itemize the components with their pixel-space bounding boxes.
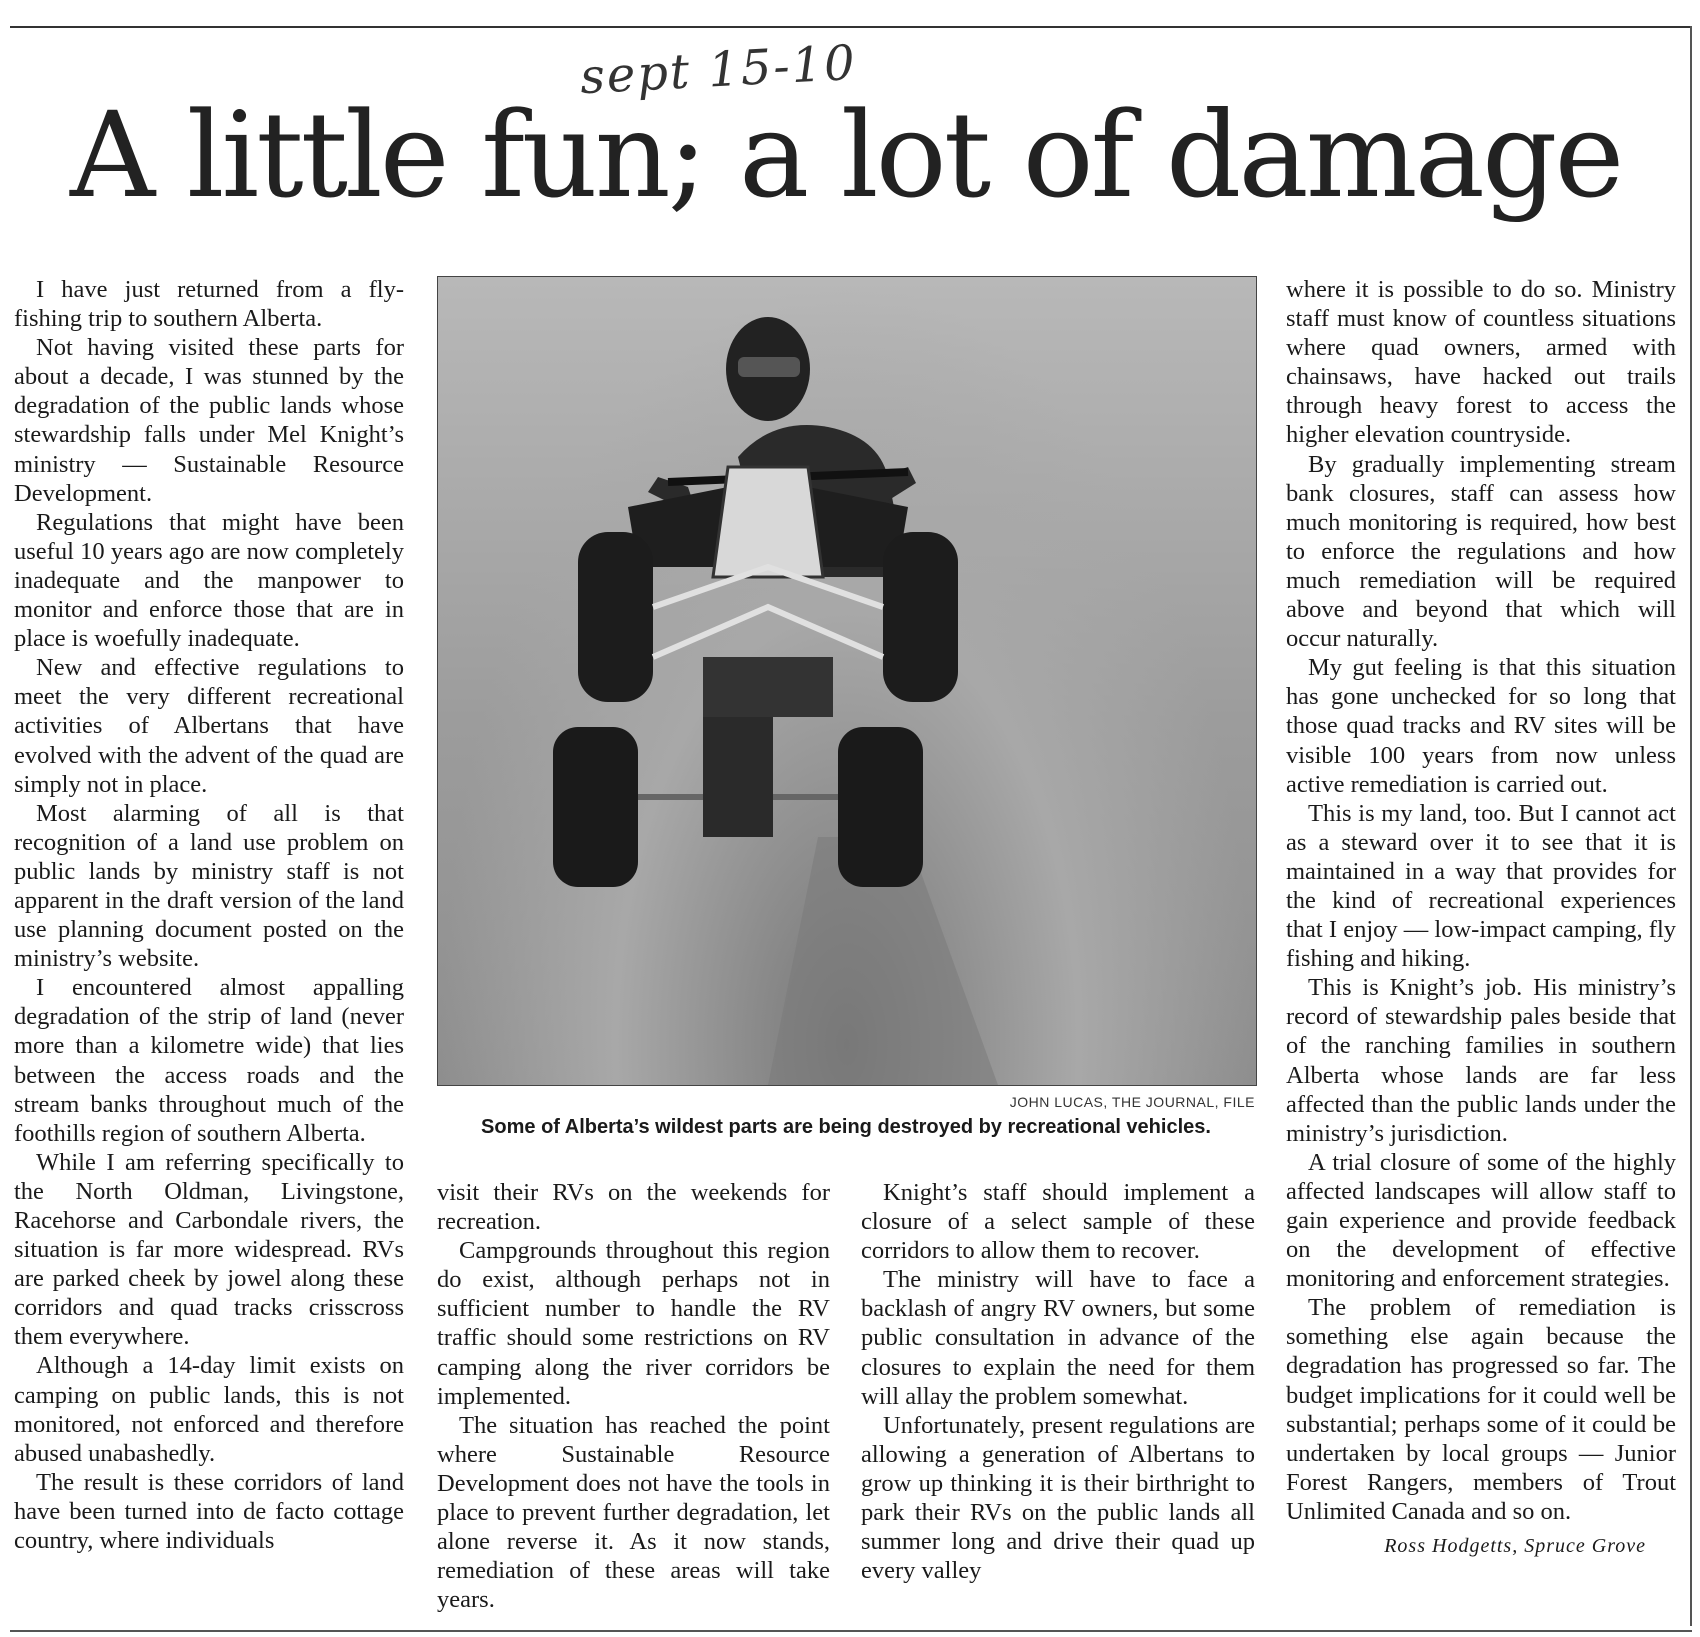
article-paragraph: This is my land, too. But I cannot act as a steward over it to see that it is maintained in a way that provides for the kind of recreational experiences that I enjoy — low-impact camping, fly fishing and hiking. (1286, 799, 1676, 973)
bottom-rule (10, 1630, 1692, 1632)
article-paragraph: where it is possible to do so. Ministry staff must know of countless situations where quad owners, armed with chainsaws, have hacked out trails through heavy forest to access the higher elevation countryside. (1286, 276, 1676, 449)
top-rule (10, 26, 1690, 28)
article-headline: A little fun; a lot of damage (70, 86, 1622, 224)
article-paragraph: The result is these corridors of land have been turned into de facto cottage country, where individuals (14, 1468, 404, 1555)
right-rule (1690, 26, 1692, 1626)
article-paragraph: This is Knight’s job. His ministry’s record of stewardship pales beside that of the ranching families in southern Alberta whose lands are far less affected than the public lands under the ministry’s jurisdiction. (1286, 974, 1676, 1147)
atv-rider-illustration (438, 277, 1256, 1085)
article-paragraph: Although a 14-day limit exists on camping on public lands, this is not monitored, not enforced and therefore abused unabashedly. (14, 1352, 404, 1467)
article-paragraph: Unfortunately, present regulations are allowing a generation of Albertans to grow up thinking it is their birthright to park their RVs on the public lands all summer long and drive their quad up every valley (861, 1411, 1255, 1585)
article-paragraph: Most alarming of all is that recognition of a land use problem on public lands by ministry staff is not apparent in the draft version of the land use planning document posted on the ministry’s website. (14, 799, 404, 973)
article-paragraph: visit their RVs on the weekends for recreation. (437, 1179, 830, 1236)
article-paragraph: Not having visited these parts for about a decade, I was stunned by the degradation of the public lands whose stewardship falls under Mel Knight’s ministry — Sustainable Resource Development. (14, 334, 404, 507)
article-paragraph: While I am referring specifically to the North Oldman, Livingstone, Racehorse and Carbondale rivers, the situation is far more widespread. RVs are parked cheek by jowel along these corridors and quad tracks crisscross them everywhere. (14, 1148, 404, 1351)
article-paragraph: By gradually implementing stream bank closures, staff can assess how much monitoring is required, how best to enforce the regulations and how much remediation will be required above and beyond that which will occur naturally. (1286, 450, 1676, 653)
handwritten-date: sept 15-10 (578, 34, 858, 106)
article-paragraph: New and effective regulations to meet the very different recreational activities of Albertans that have evolved with the advent of the quad are simply not in place. (14, 654, 404, 798)
photo-credit: JOHN LUCAS, THE JOURNAL, FILE (1009, 1094, 1255, 1110)
article-paragraph: A trial closure of some of the highly affected landscapes will allow staff to gain experience and provide feedback on the development of effective monitoring and enforcement strategies. (1286, 1148, 1676, 1293)
article-paragraph: The problem of remediation is something else again because the degradation has progressed so far. The budget implications for it could well be substantial; perhaps some of it could be undertaken by local groups — Junior Forest Rangers, members of Trout Unlimited Canada and so on. (1286, 1294, 1676, 1525)
article-column-4 (1286, 275, 1676, 1561)
article-paragraph: Campgrounds throughout this region do exist, although perhaps not in sufficient number to handle the RV traffic should some restrictions on RV camping along the river corridors be implemented. (437, 1237, 830, 1410)
article-column-1 (14, 275, 404, 1555)
article-paragraph: My gut feeling is that this situation has gone unchecked for so long that those quad tracks and RV sites will be visible 100 years from now unless active remediation is carried out. (1286, 654, 1676, 798)
article-paragraph: Knight’s staff should implement a closure of a select sample of these corridors to allow them to recover. (861, 1179, 1255, 1265)
author-signature: Ross Hodgetts, Spruce Grove (1384, 1535, 1646, 1558)
article-paragraph: The situation has reached the point where Sustainable Resource Development does not have the tools in place to prevent further degradation, let alone reverse it. As it now stands, remediation of these areas will take years. (437, 1411, 830, 1614)
article-paragraph: Regulations that might have been useful 10 years ago are now completely inadequate and the manpower to monitor and enforce those that are in place is woefully inadequate. (14, 508, 404, 653)
article-column-3 (861, 1178, 1255, 1585)
article-paragraph: The ministry will have to face a backlash of angry RV owners, but some public consultation in advance of the closures to explain the need for them will allay the problem somewhat. (861, 1266, 1255, 1410)
quad-photo (437, 276, 1257, 1086)
article-column-2 (437, 1178, 830, 1614)
article-paragraph: I encountered almost appalling degradation of the strip of land (never more than a kilometre wide) that lies between the access roads and the stream banks throughout much of the foothills region of southern Alberta. (14, 974, 404, 1147)
article-paragraph: I have just returned from a fly-fishing trip to southern Alberta. (14, 276, 404, 333)
photo-caption: Some of Alberta’s wildest parts are being destroyed by recreational vehicles. (481, 1116, 1211, 1138)
